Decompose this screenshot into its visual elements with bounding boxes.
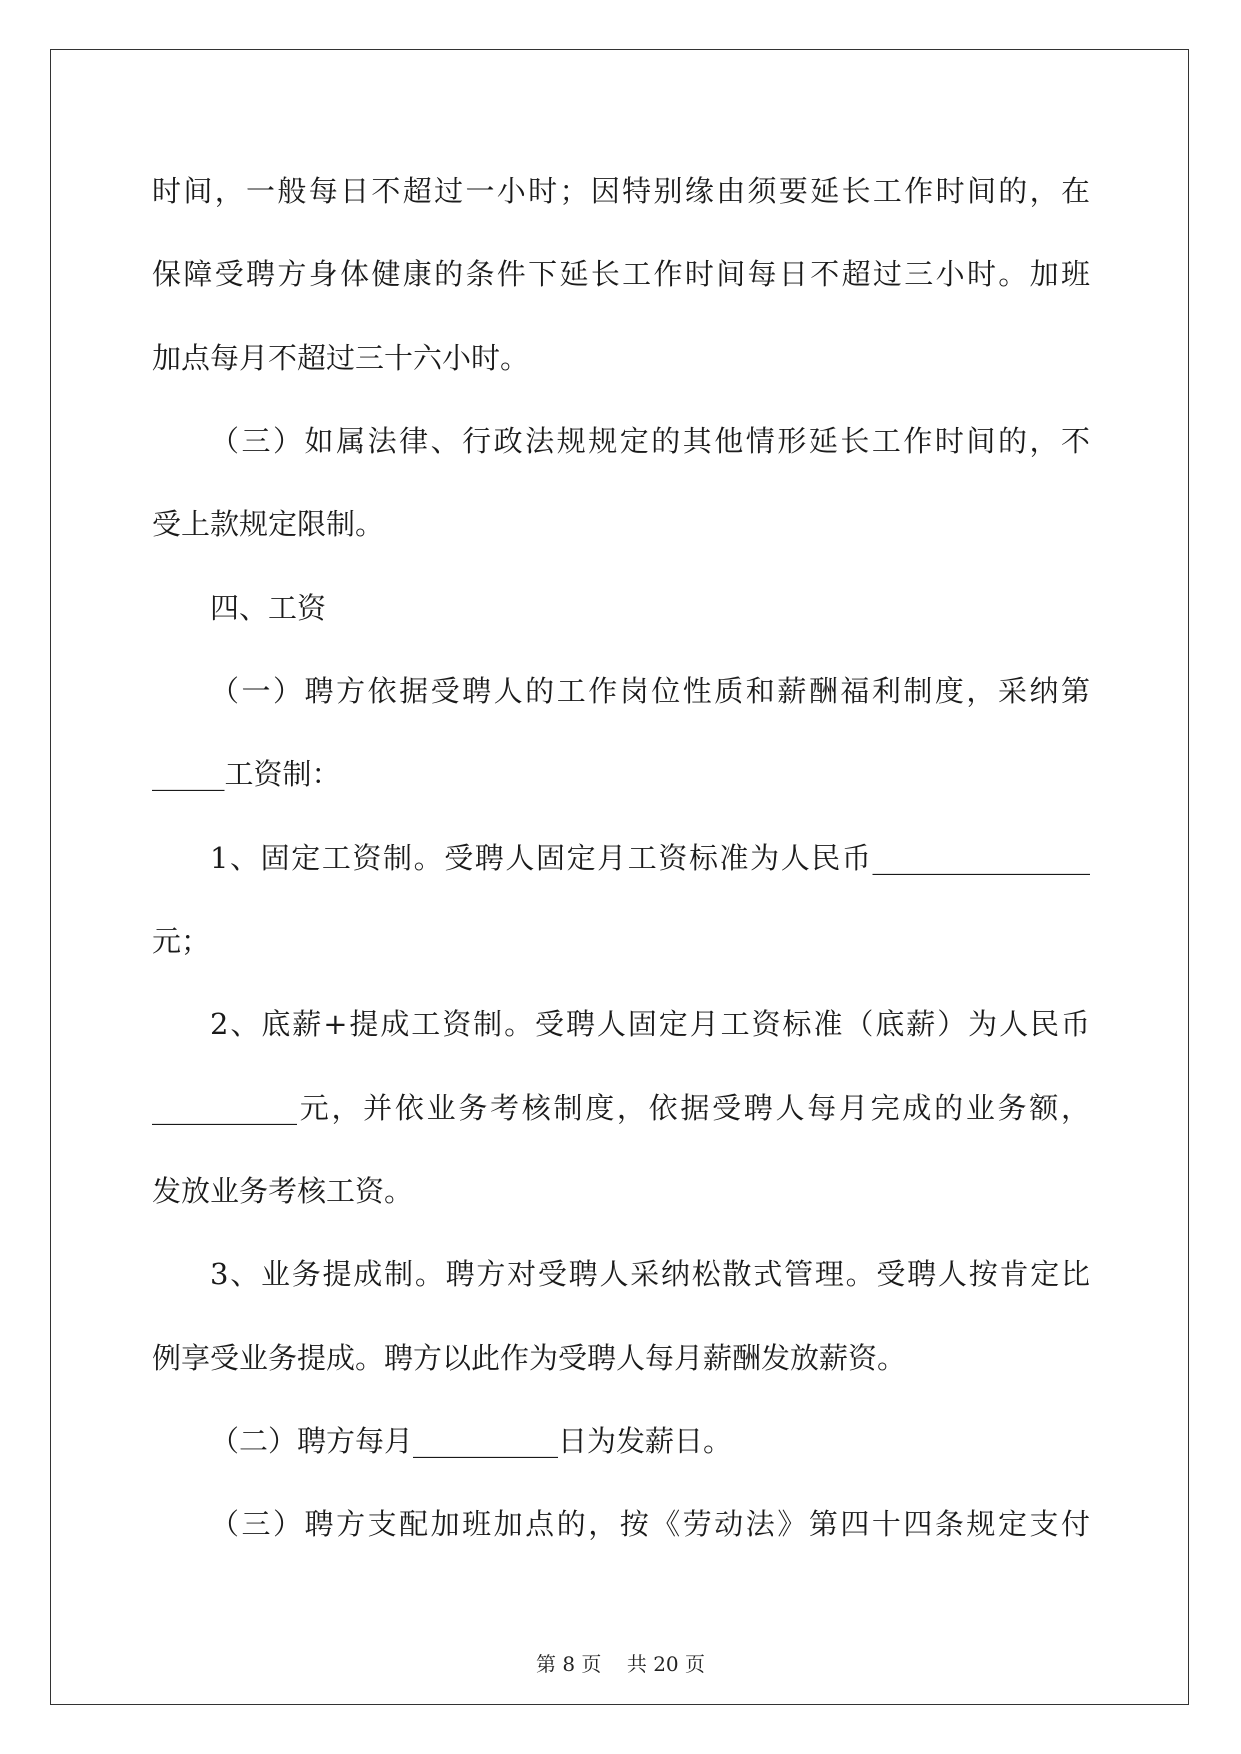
paragraph-line: （三）如属法律、行政法规规定的其他情形延长工作时间的，不 xyxy=(210,424,1090,458)
paragraph-line: 加点每月不超过三十六小时。 xyxy=(152,341,530,375)
paragraph-line: 发放业务考核工资。 xyxy=(152,1174,414,1208)
paragraph-line: 保障受聘方身体健康的条件下延长工作时间每日不超过三小时。加班 xyxy=(152,257,1090,291)
paragraph-line: （二）聘方每月__________日为发薪日。 xyxy=(210,1424,733,1458)
paragraph-line: 时间，一般每日不超过一小时；因特别缘由须要延长工作时间的，在 xyxy=(152,174,1090,208)
page-number: 第 8 页 共 20 页 xyxy=(535,1652,706,1676)
paragraph-line: （三）聘方支配加班加点的，按《劳动法》第四十四条规定支付 xyxy=(210,1507,1090,1541)
section-heading: 四、工资 xyxy=(210,591,327,625)
paragraph-line: 例享受业务提成。聘方以此作为受聘人每月薪酬发放薪资。 xyxy=(152,1341,907,1375)
paragraph-line: _____工资制： xyxy=(152,757,341,791)
paragraph-line: 受上款规定限制。 xyxy=(152,507,385,541)
paragraph-line: （一）聘方依据受聘人的工作岗位性质和薪酬福利制度，采纳第 xyxy=(210,674,1090,708)
paragraph-line: 元； xyxy=(152,924,211,958)
paragraph-line: 1、固定工资制。受聘人固定月工资标准为人民币_______________ xyxy=(210,841,1090,875)
paragraph-line: 3、业务提成制。聘方对受聘人采纳松散式管理。受聘人按肯定比 xyxy=(210,1257,1090,1291)
paragraph-line: 2、底薪+提成工资制。受聘人固定月工资标准（底薪）为人民币 xyxy=(210,1007,1090,1041)
paragraph-line: __________元，并依业务考核制度，依据受聘人每月完成的业务额， xyxy=(152,1091,1090,1125)
